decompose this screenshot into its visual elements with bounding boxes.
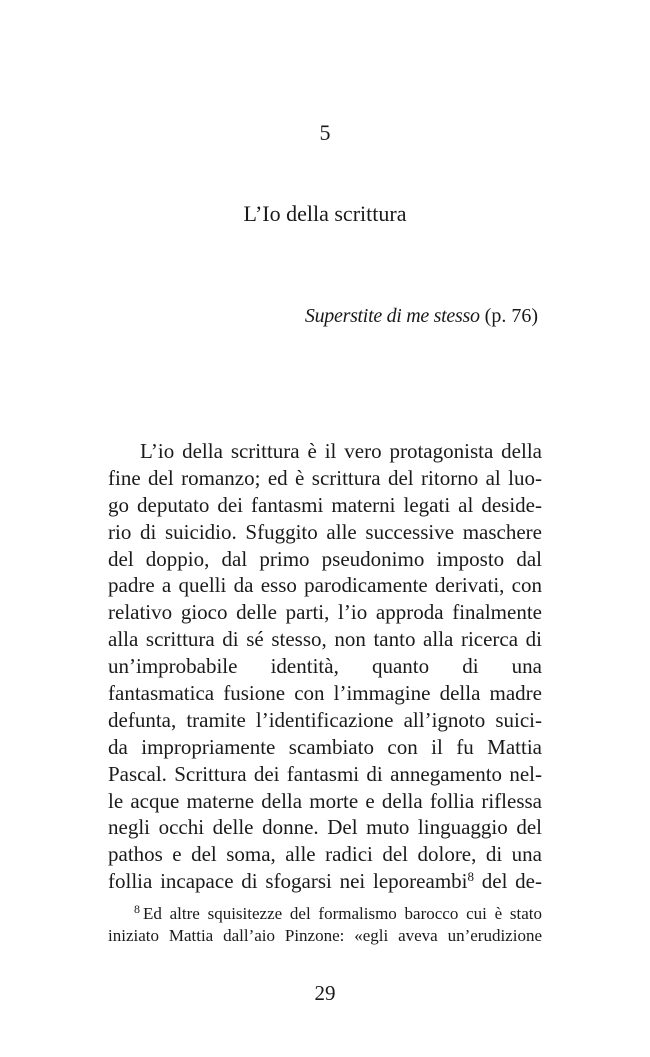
body-line: padre a quelli da esso parodicamente derivati, con <box>108 573 542 598</box>
footnote-line: iniziato Mattia dall’aio Pinzone: «egli aveva un’erudizione <box>108 926 542 945</box>
body-line: Pascal. Scrittura dei fantasmi di annegamento nel- <box>108 761 542 786</box>
epigraph <box>305 302 538 330</box>
body-line: del doppio, dal primo pseudonimo imposto dal <box>108 546 542 571</box>
body-line: relativo gioco delle parti, l’io approda finalmente <box>108 600 542 625</box>
body-line: un’improbabile identità, quanto di una <box>108 654 542 679</box>
body-line: pathos e del soma, alle radici del dolore, di una <box>108 842 542 867</box>
body-line: fine del romanzo; ed è scrittura del ritorno al luo- <box>108 465 542 490</box>
chapter-title-text: L’Io della scrittura <box>243 201 407 226</box>
chapter-number: 5 <box>319 120 331 145</box>
body-line: alla scrittura di sé stesso, non tanto alla ricerca di <box>108 627 542 652</box>
chapter-title <box>0 199 650 229</box>
footnote-marker: 8 <box>134 902 140 916</box>
body-line: le acque materne della morte e della follia riflessa <box>108 788 542 813</box>
footnote-reference[interactable]: 8 <box>467 869 474 885</box>
body-line: L’io della scrittura è il vero protagonista della <box>140 439 542 463</box>
body-line-text: follia incapace di sfogarsi nei leporeambi <box>108 869 468 894</box>
footnote <box>108 903 542 947</box>
body-line: rio di suicidio. Sfuggito alle successive maschere <box>108 519 542 544</box>
body-line: da impropriamente scambiato con il fu Mattia <box>108 734 542 759</box>
body-line: fantasmatica fusione con l’immagine della madre <box>108 681 542 706</box>
footnote-text: Ed altre squisitezze del formalismo barocco cui è stato <box>143 904 542 923</box>
body-line-with-footnote-ref <box>108 868 542 895</box>
epigraph-reference: (p. 76) <box>484 305 538 327</box>
body-line: defunta, tramite l’identificazione all’ignoto suici- <box>108 707 542 732</box>
epigraph-work: Superstite di me stesso <box>304 305 480 327</box>
page-number: 29 <box>314 981 336 1005</box>
body-paragraph <box>108 438 542 895</box>
body-line-text-end: del de- <box>481 869 542 894</box>
footnote-line <box>108 903 542 925</box>
body-line: negli occhi delle donne. Del muto linguaggio del <box>108 815 542 840</box>
body-line: go deputato dei fantasmi materni legati al deside- <box>108 492 542 517</box>
